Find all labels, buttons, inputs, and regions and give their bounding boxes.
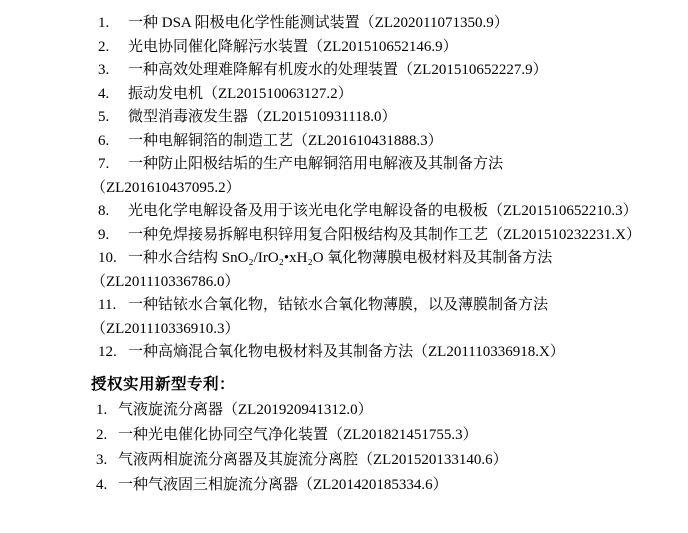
item-number: 3.: [96, 451, 108, 468]
item-text: 一种防止阳极结垢的生产电解铜箔用电解液及其制备方法: [128, 156, 504, 172]
item-text: 一种电解铜箔的制造工艺（ZL201610431888.3）: [128, 132, 443, 149]
item-number: 7.: [98, 156, 110, 172]
item-text: 一种钴铱水合氧化物，钴铱水合氧化物薄膜，以及薄膜制备方法: [128, 297, 549, 313]
patent-list-item: [91, 398, 662, 423]
patent-list-item: [91, 12, 662, 36]
patent-list-item: [91, 130, 662, 154]
item-text: 光电化学电解设备及用于该光电化学电解设备的电极板（ZL201510652210.3）: [128, 203, 638, 219]
item-number: 4.: [96, 477, 108, 494]
item-number: 1.: [98, 15, 110, 31]
item-text: 气液旋流分离器（ZL201920941312.0）: [118, 401, 373, 418]
utility-section-heading: 授权实用新型专利：: [91, 375, 236, 393]
item-number: 4.: [98, 85, 110, 102]
item-text: 一种水合结构 SnO₂/IrO₂•xH₂O 氧化物薄膜电极材料及其制备方法: [128, 250, 553, 266]
patent-list-item: [91, 36, 662, 60]
patent-list-item: [91, 247, 662, 271]
item-text: 一种 DSA 阳极电化学性能测试装置（ZL202011071350.9）: [128, 15, 509, 31]
item-text: 一种气液固三相旋流分离器（ZL201420185334.6）: [118, 477, 448, 494]
item-number: 1.: [96, 401, 108, 418]
patent-list-item: [91, 341, 662, 365]
item-number: 5.: [98, 109, 110, 125]
patent-list-item: [91, 83, 662, 107]
item-text: 一种光电催化协同空气净化装置（ZL201821451755.3）: [118, 426, 478, 443]
item-text: 光电协同催化降解污水装置（ZL201510652146.9）: [128, 38, 458, 55]
item-text: 一种免焊接易拆解电积锌用复合阳极结构及其制作工艺（ZL201510232231.X）: [128, 226, 641, 243]
patent-number-continuation: （ZL201110336786.0）: [91, 273, 240, 290]
patent-list-item: [91, 200, 662, 224]
item-number: 9.: [98, 226, 110, 243]
utility-patent-section: [91, 398, 662, 499]
item-text: 一种高效处理难降解有机废水的处理装置（ZL201510652227.9）: [128, 62, 548, 78]
patent-list-item: [91, 294, 662, 318]
item-number: 10.: [98, 250, 117, 266]
item-text: 气液两相旋流分离器及其旋流分离腔（ZL201520133140.6）: [118, 451, 508, 468]
item-number: 8.: [98, 203, 110, 219]
patent-number-continuation: （ZL201610437095.2）: [91, 179, 241, 196]
item-number: 11.: [98, 297, 117, 313]
item-number: 12.: [98, 344, 117, 360]
invention-patent-section: [91, 12, 662, 365]
patent-list-item: [91, 59, 662, 83]
patent-list-item: [91, 106, 662, 130]
patent-number-continuation: （ZL201110336910.3）: [91, 320, 240, 337]
item-number: 2.: [98, 38, 110, 55]
patent-list-item: [91, 153, 662, 177]
item-text: 微型消毒液发生器（ZL201510931118.0）: [128, 109, 397, 125]
item-number: 2.: [96, 426, 108, 443]
item-number: 3.: [98, 62, 110, 78]
patent-list-item: [91, 473, 662, 498]
item-text: 一种高熵混合氧化物电极材料及其制备方法（ZL201110336918.X）: [128, 344, 565, 360]
item-number: 6.: [98, 132, 110, 149]
patent-list-item: [91, 448, 662, 473]
patent-list-item: [91, 423, 662, 448]
item-text: 振动发电机（ZL201510063127.2）: [128, 85, 353, 102]
patent-list-item: [91, 224, 662, 248]
